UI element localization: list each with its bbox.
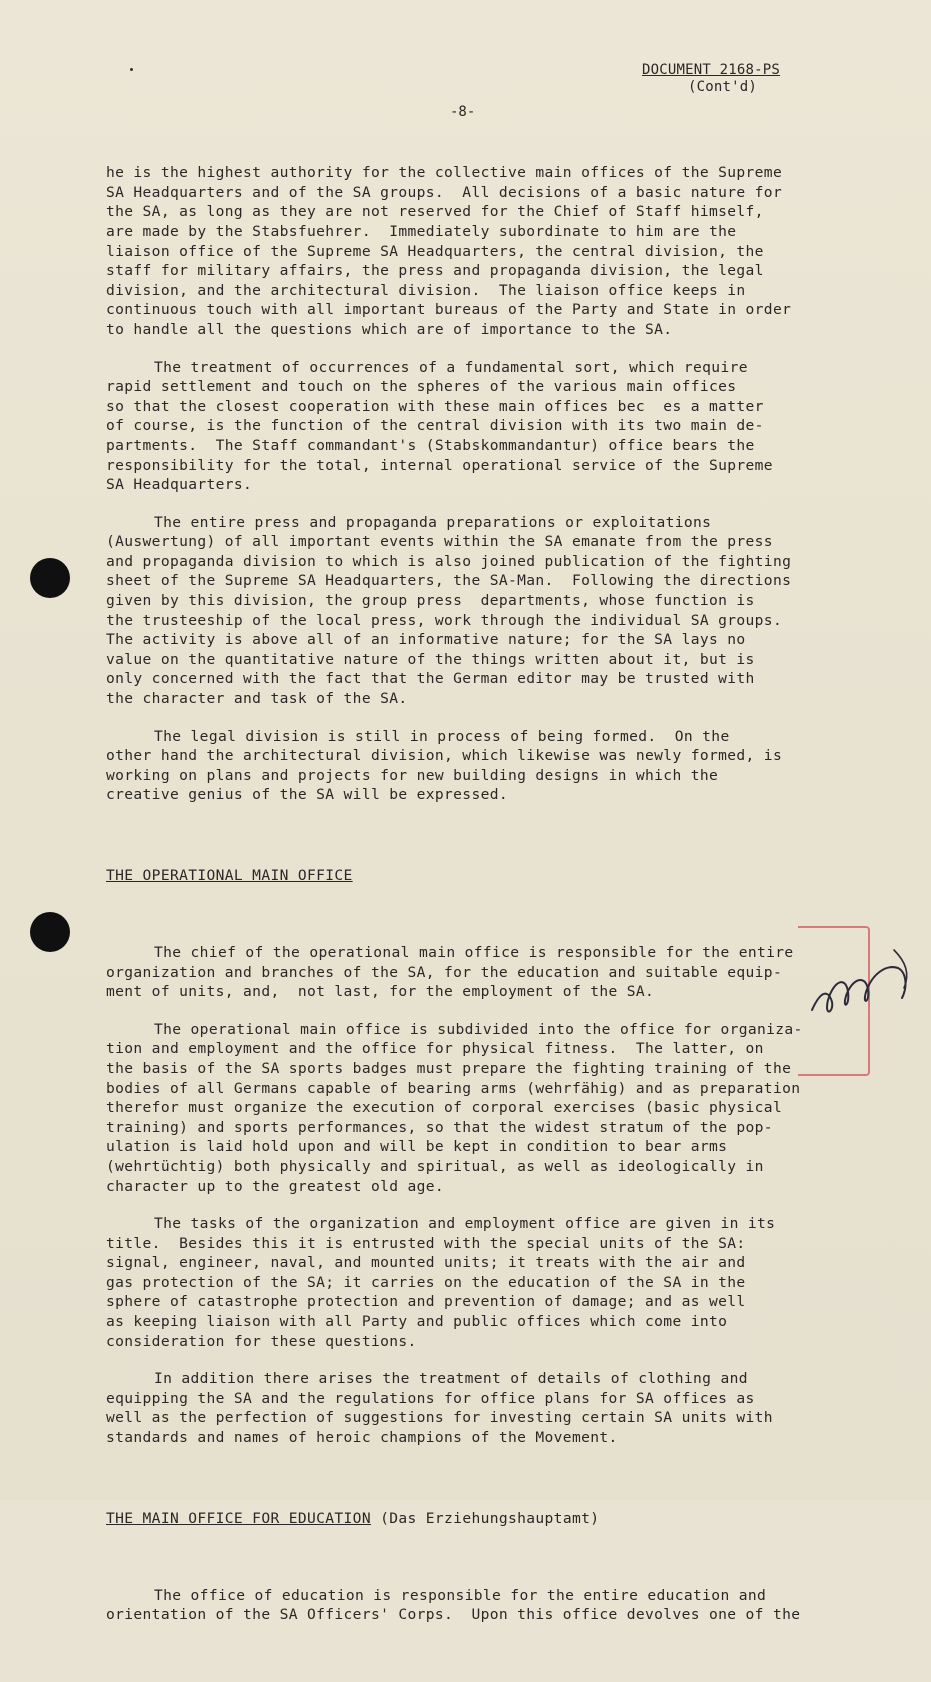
text-line: given by this division, the group press departments, whose function is bbox=[106, 592, 755, 610]
text-line: value on the quantitative nature of the things written about it, but is bbox=[106, 650, 755, 668]
text-line: ment of units, and, not last, for the employment of the SA. bbox=[106, 983, 655, 1001]
text-line: title. Besides this it is entrusted with the special units of the SA: bbox=[106, 1234, 746, 1252]
text-line: The legal division is still in process of being formed. On the bbox=[154, 727, 730, 745]
text-line: character up to the greatest old age. bbox=[106, 1177, 445, 1195]
paragraph bbox=[106, 1369, 846, 1447]
text-line: sphere of catastrophe protection and prevention of damage; and as well bbox=[106, 1293, 746, 1311]
continued-label: (Cont'd) bbox=[688, 79, 758, 95]
text-line: In addition there arises the treatment of details of clothing and bbox=[154, 1370, 748, 1388]
text-line: sheet of the Supreme SA Headquarters, the SA-Man. Following the directions bbox=[106, 572, 792, 590]
paragraph bbox=[106, 163, 846, 339]
text-line: The activity is above all of an informative nature; for the SA lays no bbox=[106, 631, 746, 649]
text-line: of course, is the function of the central division with its two main de- bbox=[106, 417, 764, 435]
text-line: as keeping liaison with all Party and public offices which come into bbox=[106, 1313, 728, 1331]
text-line: to handle all the questions which are of importance to the SA. bbox=[106, 320, 673, 338]
paragraph bbox=[106, 943, 846, 1002]
text-line: The treatment of occurrences of a fundamental sort, which require bbox=[154, 358, 748, 376]
section-operational bbox=[106, 943, 846, 1448]
text-line: the basis of the SA sports badges must prepare the fighting training of the bbox=[106, 1059, 792, 1077]
text-line: signal, engineer, naval, and mounted units; it treats with the air and bbox=[106, 1254, 746, 1272]
section-main-offices bbox=[106, 163, 846, 805]
text-line: so that the closest cooperation with these main offices bec es a matter bbox=[106, 397, 764, 415]
text-line: equipping the SA and the regulations for office plans for SA offices as bbox=[106, 1389, 755, 1407]
text-line: division, and the architectural division. The liaison office keeps in bbox=[106, 281, 746, 299]
text-line: tion and employment and the office for physical fitness. The latter, on bbox=[106, 1040, 764, 1058]
text-line: standards and names of heroic champions of the Movement. bbox=[106, 1429, 618, 1447]
text-line: the SA, as long as they are not reserved for the Chief of Staff himself, bbox=[106, 203, 764, 221]
paragraph bbox=[106, 1214, 846, 1351]
text-line: organization and branches of the SA, for the education and suitable equip- bbox=[106, 963, 783, 981]
document-body bbox=[106, 124, 846, 1682]
paragraph bbox=[106, 513, 846, 709]
text-line: staff for military affairs, the press and propaganda division, the legal bbox=[106, 262, 764, 280]
text-line: orientation of the SA Officers' Corps. Upon this office devolves one of the bbox=[106, 1606, 801, 1624]
text-line: SA Headquarters. bbox=[106, 476, 253, 494]
text-line: partments. The Staff commandant's (Stabskommandantur) office bears the bbox=[106, 436, 755, 454]
paragraph bbox=[106, 1586, 846, 1625]
text-line: The tasks of the organization and employment office are given in its bbox=[154, 1215, 776, 1233]
text-line: the character and task of the SA. bbox=[106, 690, 408, 708]
text-line: bodies of all Germans capable of bearing arms (wehrfähig) and as preparation bbox=[106, 1079, 801, 1097]
page-number: -8- bbox=[450, 104, 476, 120]
text-line: consideration for these questions. bbox=[106, 1332, 417, 1350]
paragraph bbox=[106, 727, 846, 805]
text-line: therefor must organize the execution of corporal exercises (basic physical bbox=[106, 1099, 783, 1117]
paragraph bbox=[106, 1020, 846, 1196]
text-line: continuous touch with all important bureaus of the Party and State in order bbox=[106, 301, 792, 319]
text-line: creative genius of the SA will be expressed. bbox=[106, 786, 508, 804]
text-line: (wehrtüchtig) both physically and spiritual, as well as ideologically in bbox=[106, 1157, 764, 1175]
text-line: The entire press and propaganda preparations or exploitations bbox=[154, 513, 712, 531]
text-line: The chief of the operational main office is responsible for the entire bbox=[154, 943, 794, 961]
document-reference: DOCUMENT 2168-PS bbox=[642, 62, 781, 78]
text-line: liaison office of the Supreme SA Headquarters, the central division, the bbox=[106, 242, 764, 260]
heading-main-office-education: THE MAIN OFFICE FOR EDUCATION (Das Erziehungshauptamt) bbox=[106, 1509, 600, 1527]
section-education bbox=[106, 1586, 846, 1625]
punch-hole-lower bbox=[30, 912, 70, 952]
text-line: other hand the architectural division, which likewise was newly formed, is bbox=[106, 747, 783, 765]
text-line: working on plans and projects for new building designs in which the bbox=[106, 766, 719, 784]
heading-operational-main-office: THE OPERATIONAL MAIN OFFICE bbox=[106, 867, 353, 885]
text-line: The office of education is responsible for the entire education and bbox=[154, 1586, 767, 1604]
text-line: gas protection of the SA; it carries on the education of the SA in the bbox=[106, 1273, 746, 1291]
text-line: training) and sports performances, so that the widest stratum of the pop- bbox=[106, 1118, 773, 1136]
text-line: well as the perfection of suggestions for investing certain SA units with bbox=[106, 1409, 773, 1427]
text-line: SA Headquarters and of the SA groups. All decisions of a basic nature for bbox=[106, 183, 783, 201]
paragraph bbox=[106, 358, 846, 495]
text-line: ulation is laid hold upon and will be kept in condition to bear arms bbox=[106, 1138, 728, 1156]
punch-hole-upper bbox=[30, 558, 70, 598]
text-line: responsibility for the total, internal operational service of the Supreme bbox=[106, 456, 773, 474]
text-line: (Auswertung) of all important events within the SA emanate from the press bbox=[106, 533, 773, 551]
text-line: The operational main office is subdivided into the office for organiza- bbox=[154, 1020, 803, 1038]
text-line: and propaganda division to which is also joined publication of the fighting bbox=[106, 552, 792, 570]
document-header bbox=[642, 62, 780, 96]
text-line: only concerned with the fact that the German editor may be trusted with bbox=[106, 670, 755, 688]
handwritten-initials-mark bbox=[806, 940, 916, 1030]
ink-dot bbox=[130, 68, 133, 71]
text-line: rapid settlement and touch on the spheres of the various main offices bbox=[106, 378, 737, 396]
text-line: the trusteeship of the local press, work through the individual SA groups. bbox=[106, 611, 783, 629]
text-line: he is the highest authority for the collective main offices of the Supreme bbox=[106, 164, 783, 182]
text-line: are made by the Stabsfuehrer. Immediately subordinate to him are the bbox=[106, 222, 737, 240]
